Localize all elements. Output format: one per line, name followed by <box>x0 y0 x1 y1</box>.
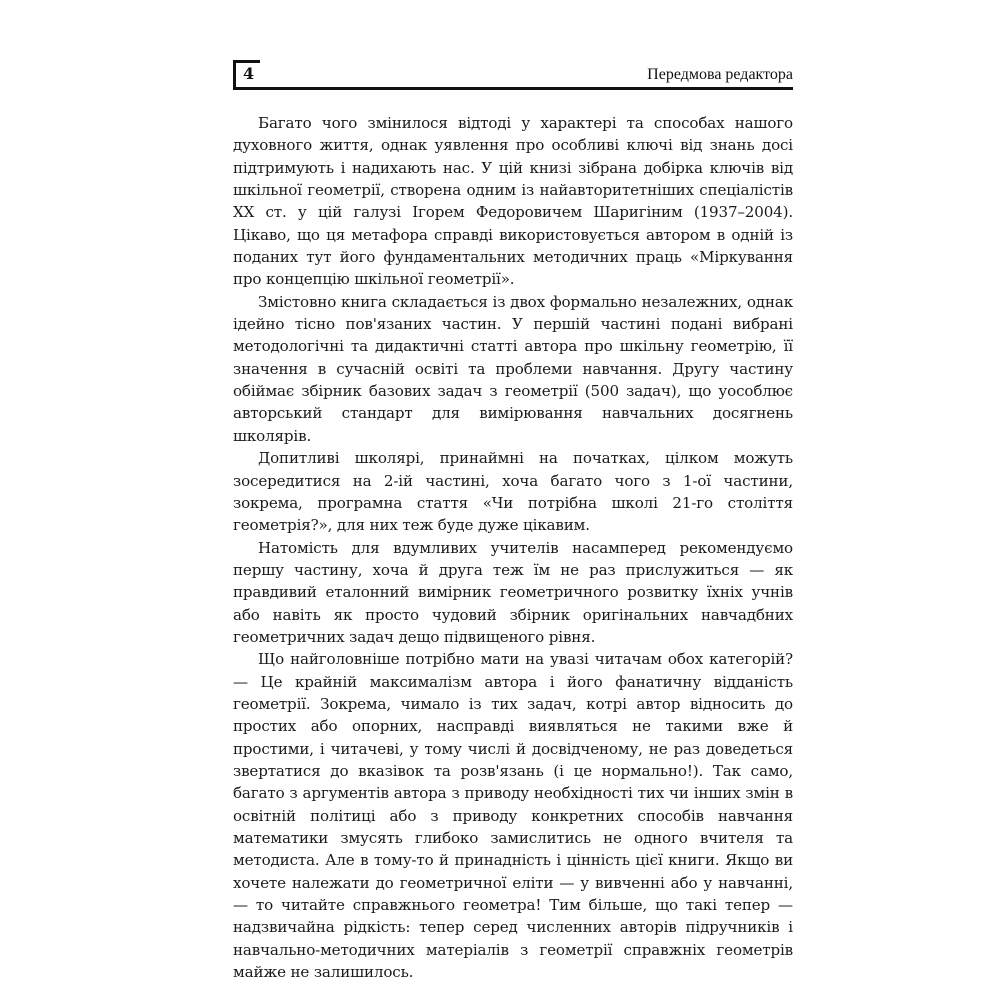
running-title: Передмова редактора <box>647 66 793 83</box>
paragraph-1: Багато чого змінилося відтоді у характері та способах нашого духовного життя, однак уявлення про особливі ключі від знань досі підтримують і надихають нас. У цій книзі зібрана добірка ключів від шкільної геометрії, створена одним із найавторитетніших спеціалістів ХХ ст. у цій галузі Ігорем Федоровичем Шаригіним (1937–2004). Цікаво, що ця метафора справді використовується автором в одній із поданих тут його фундаментальних методичних праць «Міркування про концепцію шкільної геометрії». <box>233 114 793 289</box>
paragraph-4: Натомість для вдумливих учителів насамперед рекомендуємо першу частину, хоча й друга теж їм не раз прислужиться — як правдивий еталонний вимірник геометричного розвитку їхніх учнів або навіть як просто чудовий збірник оригінальних навчадбних геометричних задач дещо підвищеного рівня. <box>233 538 793 646</box>
header-rule <box>233 87 793 90</box>
running-header <box>233 60 793 92</box>
paragraph-5: Що найголовніше потрібно мати на увазі читачам обох категорій? — Це крайній максималізм автора і його фанатичну відданість геометрії. Зокрема, чимало із тих задач, котрі автор відносить до простих або опорних, насправді виявляться не такими вже й простими, і читачеві, у тому числі й досвідченому, не раз доведеться звертатися до вказівок та розв'язань (і це нормально!). Так само, багато з аргументів автора з приводу необхідності тих чи інших змін в освітній політиці або з приводу конкретних способів навчання математики змусять глибоко замислитись не одного вчителя та методиста. Але в тому-то й принадність і цінність цієї книги. Якщо ви хочете належати до геометричної еліти — у вивченні або у навчанні, — то читайте справжнього геометра! Тим більше, що такі тепер — надзвичайна рідкість: тепер серед численних авторів підручників і навчально-методичних матеріалів з геометрії справжніх геометрів майже не залишилось. <box>233 650 793 982</box>
body-text <box>233 112 793 983</box>
page-number: 4 <box>243 64 255 83</box>
paragraph-2: Змістовно книга складається із двох формально незалежних, однак ідейно тісно пов'язаних частин. У першій частині подані вибрані методологічні та дидактичні статті автора про шкільну геометрію, її значення в сучасній освіті та проблеми навчання. Другу частину обіймає збірник базових задач з геометрії (500 задач), що уособлює авторський стандарт для вимірювання навчальних досягнень школярів. <box>233 292 793 445</box>
paragraph-3: Допитливі школярі, принаймні на початках, цілком можуть зосередитися на 2-ій частині, хоча багато чого з 1-ої частини, зокрема, програмна стаття «Чи потрібна школі 21-го століття геометрія?», для них теж буде дуже цікавим. <box>233 449 793 535</box>
